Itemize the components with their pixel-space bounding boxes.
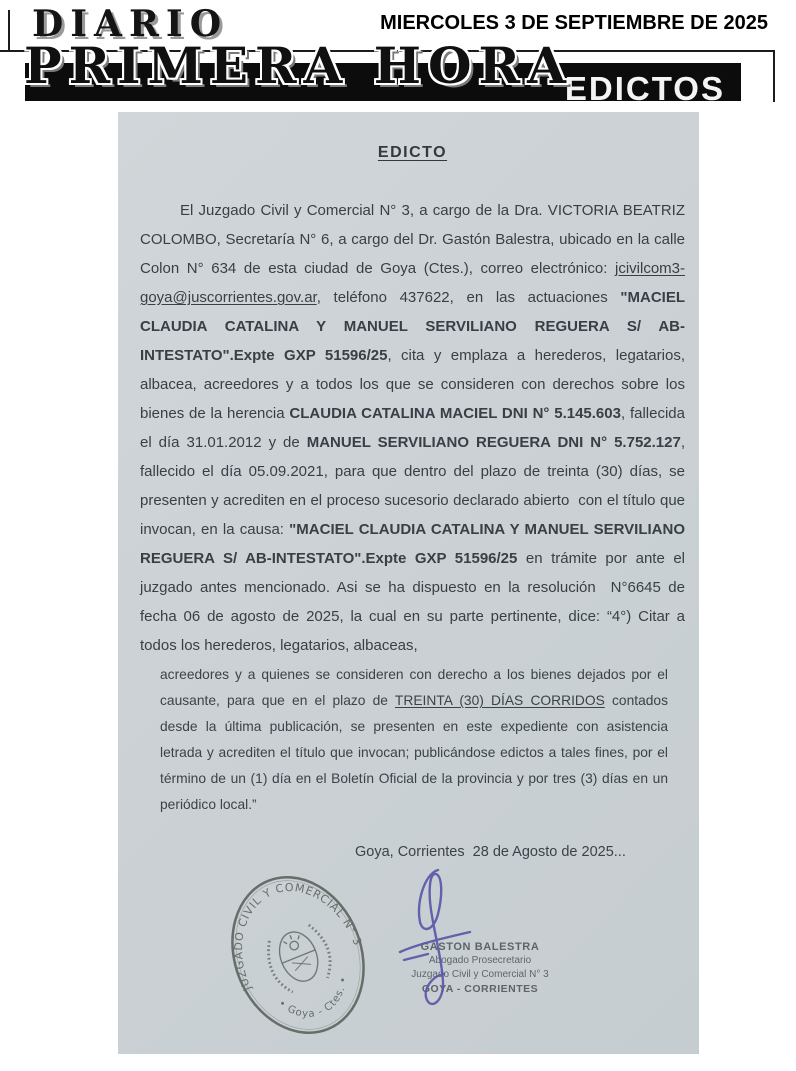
signatory-title: Abogado Prosecretario (428, 955, 532, 966)
text-segment: en trámite por ante el juzgado antes mencionado. Asi se ha dispuesto en la resolución N°6645 de fecha 06 de agosto de 2025, la cual en su parte pertinente, dice: “4°) Citar a todos los herederos, legatarios, albaceas, (140, 550, 685, 654)
signature-flourish (396, 864, 488, 1016)
text-segment: CLAUDIA CATALINA MACIEL DNI N° 5.145.603 (289, 405, 621, 422)
diario-logo-text: DIARIO (32, 3, 229, 45)
text-segment: , teléfono 437622, en las actuaciones (316, 289, 621, 306)
svg-text:JUZGADO CIVIL Y COMERCIAL N° 3: JUZGADO CIVIL Y COMERCIAL N° 3 (231, 881, 365, 993)
edict-dateline: Goya, Corrientes 28 de Agosto de 2025... (355, 844, 626, 860)
court-seal-icon (203, 851, 393, 1060)
masthead-left-rule (8, 10, 10, 52)
signatory-location: GOYA - CORRIENTES (421, 983, 539, 995)
text-segment: , fallecido el día 05.09.2021, para que dentro del plazo de treinta (30) días, se presenten y acrediten en el proceso sucesorio declarado abierto con el título que invocan, en la causa: (140, 434, 685, 538)
text-segment: , cita y emplaza a herederos, legatarios, albacea, acreedores y a todos los que se consideren con derechos sobre los bienes de la herencia (140, 347, 685, 422)
section-label: EDICTOS (564, 70, 725, 101)
primera-hora-logo-text: PRIMERA HORA (24, 36, 573, 95)
scanned-edict-paper (118, 112, 699, 1054)
text-segment: contados desde la última publicación, se presenten en este expediente con asistencia letrada y acrediten el título que invocan; publicándose edictos a tales fines, por el término de un (1) día en el Boletín Oficial de la provincia y por tres (3) días en un periódico local.” (160, 693, 668, 812)
text-segment: acreedores y a quienes se consideren con derecho a los bienes dejados por el causante, para que en el plazo de (160, 667, 668, 708)
signatory-name: GASTON BALESTRA (420, 941, 540, 953)
signatory-court: Juzgado Civil y Comercial N° 3 (411, 969, 549, 980)
text-segment: "MACIEL CLAUDIA CATALINA Y MANUEL SERVILIANO REGUERA S/ AB-INTESTATO".Expte GXP 51596/25 (140, 521, 685, 567)
newspaper-masthead (0, 0, 796, 108)
court-seal-stamp (203, 851, 393, 1060)
svg-text:• Goya - Ctes. •: • Goya - Ctes. • (276, 975, 350, 1021)
text-segment: El Juzgado Civil y Comercial N° 3, a cargo de la Dra. VICTORIA BEATRIZ COLOMBO, Secretaría N° 6, a cargo del Dr. Gastón Balestra, ubicado en la calle Colon N° 634 de esta ciudad de Goya (Ctes.), correo electrónico: (140, 202, 685, 277)
text-segment: MANUEL SERVILIANO REGUERA DNI N° 5.752.127 (306, 434, 681, 451)
edition-date: MIERCOLES 3 DE SEPTIEMBRE DE 2025 (380, 12, 768, 34)
text-segment: jcivilcom3-goya@juscorrientes.gov.ar (140, 260, 685, 306)
edict-title: EDICTO (377, 144, 448, 161)
edict-body-paragraph (140, 196, 685, 660)
text-segment: TREINTA (30) DÍAS CORRIDOS (394, 693, 605, 708)
text-segment: "MACIEL CLAUDIA CATALINA Y MANUEL SERVILIANO REGUERA S/ AB-INTESTATO".Expte GXP 51596/25 (140, 289, 685, 364)
edict-quoted-resolution (160, 662, 668, 818)
signature-ink-icon (396, 864, 488, 1016)
text-segment: , fallecida el día 31.01.2012 y de (140, 405, 685, 451)
masthead-right-rule (773, 50, 775, 102)
